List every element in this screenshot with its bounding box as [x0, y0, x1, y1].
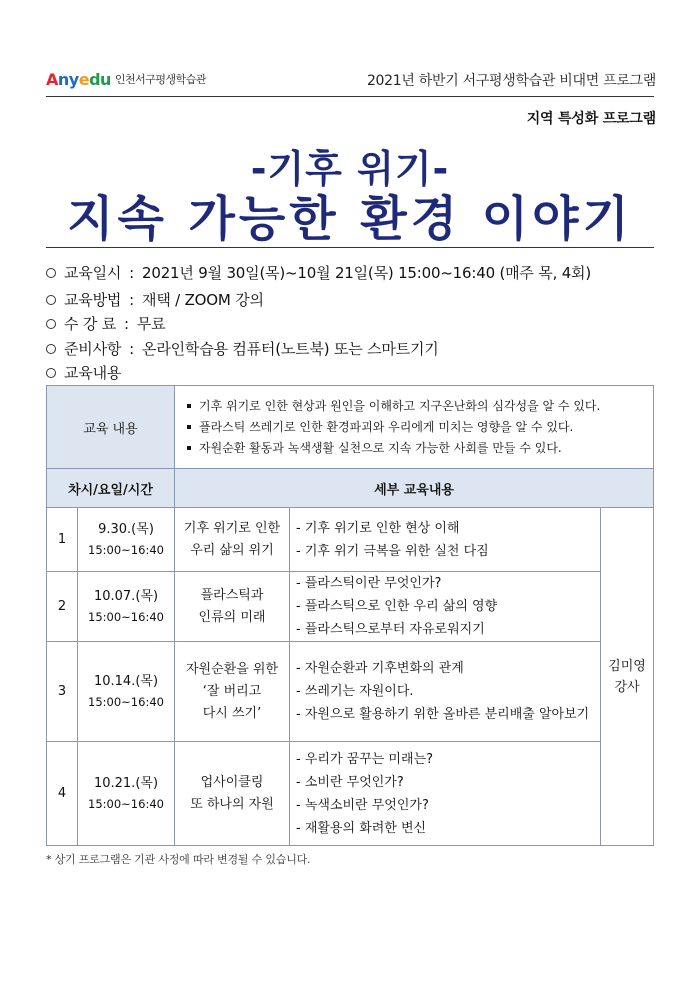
session-number: 4	[47, 742, 78, 846]
title-line-2: 지속 가능한 환경 이야기	[67, 191, 633, 247]
footnote: * 상기 프로그램은 기관 사정에 따라 변경될 수 있습니다.	[46, 853, 311, 866]
info-content	[46, 362, 121, 383]
title-divider	[46, 247, 654, 248]
info-value: 2021년 9월 30일(목)~10월 21일(목) 15:00~16:40 (매주 목, 4회)	[142, 264, 591, 282]
table-row	[47, 742, 654, 846]
session-number: 1	[47, 508, 78, 572]
bullet-circle-icon	[46, 295, 56, 305]
title-line-1: -기후 위기-	[250, 147, 450, 191]
session-details: - 기후 위기로 인한 현상 이해 - 기후 위기 극복을 위한 실천 다짐	[290, 508, 601, 572]
organization-logo	[46, 68, 206, 90]
info-label: 수 강 료	[64, 315, 117, 333]
info-label: 교육일시	[64, 264, 122, 282]
objective-item: 자원순환 활동과 녹색생활 실천으로 지속 가능한 사회를 만들 수 있다.	[183, 438, 647, 459]
table-row	[47, 642, 654, 742]
info-value: 무료	[136, 315, 166, 333]
session-topic: 기후 위기로 인한 우리 삶의 위기	[175, 508, 290, 572]
column-header-details: 세부 교육내용	[175, 469, 654, 508]
session-date: 10.07.(목) 15:00~16:40	[78, 572, 175, 642]
program-category: 지역 특성화 프로그램	[526, 111, 656, 127]
session-topic: 플라스틱과 인류의 미래	[175, 572, 290, 642]
session-date: 10.21.(목) 15:00~16:40	[78, 742, 175, 846]
bullet-circle-icon	[46, 368, 56, 378]
header-divider	[46, 96, 654, 97]
anyedu-logo-mark: A ny e du	[46, 69, 111, 89]
objectives-label: 교육 내용	[47, 386, 175, 469]
info-schedule: 교육일시 : 2021년 9월 30일(목)~10월 21일(목) 15:00~16:40 (매주 목, 4회)	[46, 262, 591, 283]
instructor-name: 김미영 강사	[601, 508, 654, 846]
info-value: 재택 / ZOOM 강의	[142, 291, 264, 309]
program-title: 2021년 하반기 서구평생학습관 비대면 프로그램	[366, 73, 656, 89]
objectives-row	[47, 386, 654, 469]
session-details: - 플라스틱이란 무엇인가? - 플라스틱으로 인한 우리 삶의 영향 - 플라스틱으로부터 자유로워지기	[290, 572, 601, 642]
curriculum-table	[46, 385, 654, 846]
info-label: 교육내용	[64, 364, 122, 382]
bullet-circle-icon	[46, 319, 56, 329]
session-topic: 자원순환을 위한 ‘잘 버리고 다시 쓰기’	[175, 642, 290, 742]
info-label: 준비사항	[64, 340, 122, 358]
info-method: 교육방법 : 재택 / ZOOM 강의	[46, 289, 264, 310]
bullet-circle-icon	[46, 268, 56, 278]
info-label: 교육방법	[64, 291, 122, 309]
organization-name: 인천서구평생학습관	[114, 73, 207, 86]
objective-item: 기후 위기로 인한 현상과 원인을 이해하고 지구온난화의 심각성을 알 수 있다.	[183, 396, 647, 417]
session-topic: 업사이클링 또 하나의 자원	[175, 742, 290, 846]
session-date: 10.14.(목) 15:00~16:40	[78, 642, 175, 742]
info-value: 온라인학습용 컴퓨터(노트북) 또는 스마트기기	[142, 340, 439, 358]
session-date: 9.30.(목) 15:00~16:40	[78, 508, 175, 572]
table-row	[47, 572, 654, 642]
session-details: - 자원순환과 기후변화의 관계 - 쓰레기는 자원이다. - 자원으로 활용하기 위한 올바른 분리배출 알아보기	[290, 642, 601, 742]
objective-item: 플라스틱 쓰레기로 인한 환경파괴와 우리에게 미치는 영향을 알 수 있다.	[183, 417, 647, 438]
column-header-schedule: 차시/요일/시간	[47, 469, 175, 508]
table-row	[47, 508, 654, 572]
info-fee: 수 강 료 : 무료	[46, 313, 165, 334]
info-preparation: 준비사항 : 온라인학습용 컴퓨터(노트북) 또는 스마트기기	[46, 338, 439, 359]
session-number: 3	[47, 642, 78, 742]
session-details: - 우리가 꿈꾸는 미래는? - 소비란 무엇인가? - 녹색소비란 무엇인가? - 재활용의 화려한 변신	[290, 742, 601, 846]
table-header-row	[47, 469, 654, 508]
session-number: 2	[47, 572, 78, 642]
objectives-list	[175, 386, 654, 469]
bullet-circle-icon	[46, 344, 56, 354]
